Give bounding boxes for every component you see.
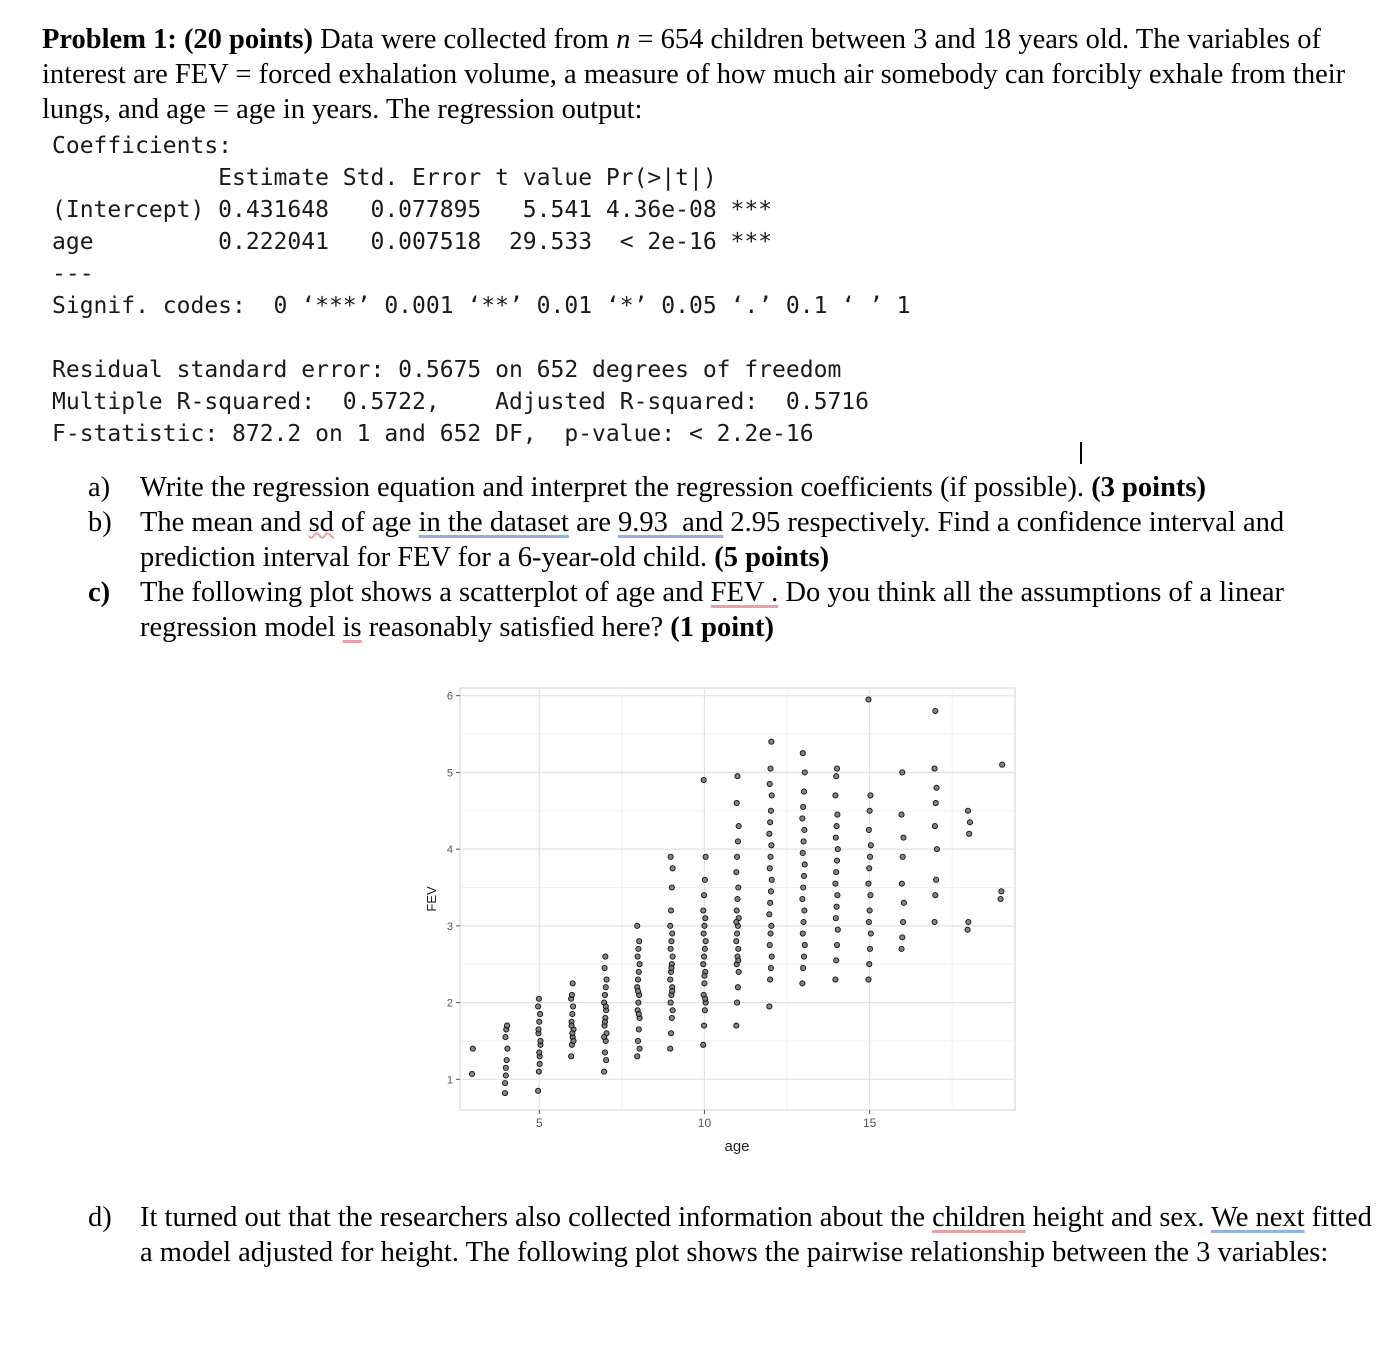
data-point bbox=[866, 977, 871, 982]
data-point bbox=[867, 854, 872, 859]
data-point bbox=[834, 766, 839, 771]
data-point bbox=[900, 854, 905, 859]
question-d-we-next: We next bbox=[1211, 1202, 1305, 1233]
data-point bbox=[701, 931, 706, 936]
coef-separator: --- bbox=[52, 261, 94, 287]
data-point bbox=[834, 870, 839, 875]
data-point bbox=[833, 793, 838, 798]
data-point bbox=[867, 808, 872, 813]
data-point bbox=[767, 912, 772, 917]
x-axis-label: age bbox=[724, 1138, 750, 1155]
data-point bbox=[537, 1011, 542, 1016]
question-d-text-1: It turned out that the researchers also collected information about the bbox=[140, 1202, 926, 1233]
data-point bbox=[668, 854, 673, 859]
data-point bbox=[801, 885, 806, 890]
data-point bbox=[503, 1035, 508, 1040]
data-point bbox=[834, 858, 839, 863]
data-point bbox=[670, 866, 675, 871]
data-point bbox=[670, 1008, 675, 1013]
data-point bbox=[801, 965, 806, 970]
data-point bbox=[735, 1000, 740, 1005]
data-point bbox=[933, 708, 938, 713]
data-point bbox=[703, 916, 708, 921]
n-symbol: n bbox=[616, 24, 631, 55]
data-point bbox=[768, 977, 773, 982]
age-fev-scatterplot bbox=[418, 680, 1038, 1160]
regression-coefficients bbox=[52, 130, 911, 322]
data-point bbox=[802, 770, 807, 775]
y-tick-label: 5 bbox=[446, 767, 453, 780]
data-point bbox=[504, 1023, 509, 1028]
question-c bbox=[88, 575, 1378, 645]
data-point bbox=[801, 804, 806, 809]
question-b-sd: sd bbox=[308, 507, 334, 538]
data-point bbox=[835, 927, 840, 932]
data-point bbox=[602, 1050, 607, 1055]
data-point bbox=[868, 931, 873, 936]
question-d-letter: d) bbox=[88, 1202, 112, 1233]
data-point bbox=[800, 751, 805, 756]
data-point bbox=[932, 824, 937, 829]
data-point bbox=[800, 816, 805, 821]
data-point bbox=[933, 893, 938, 898]
data-point bbox=[802, 827, 807, 832]
data-point bbox=[967, 831, 972, 836]
data-point bbox=[635, 977, 640, 982]
data-point bbox=[932, 766, 937, 771]
data-point bbox=[967, 820, 972, 825]
question-a-letter: a) bbox=[88, 472, 111, 503]
data-point bbox=[768, 965, 773, 970]
data-point bbox=[734, 800, 739, 805]
data-point bbox=[768, 900, 773, 905]
data-point bbox=[767, 781, 772, 786]
data-point bbox=[603, 1004, 608, 1009]
data-point bbox=[801, 839, 806, 844]
data-point bbox=[637, 1046, 642, 1051]
data-point bbox=[636, 946, 641, 951]
question-b-mean: 9.93 and bbox=[618, 507, 724, 538]
f-statistic: F-statistic: 872.2 on 1 and 652 DF, p-value: < 2.2e-16 bbox=[52, 421, 814, 447]
y-tick-label: 2 bbox=[446, 997, 453, 1010]
question-a-points: (3 points) bbox=[1091, 472, 1206, 503]
text-cursor bbox=[1080, 442, 1082, 464]
data-point bbox=[505, 1046, 510, 1051]
coef-column-header: Estimate Std. Error t value Pr(>|t|) bbox=[52, 165, 717, 191]
coef-row-intercept: (Intercept) 0.431648 0.077895 5.541 4.36e-08 *** bbox=[52, 197, 773, 223]
coef-header: Coefficients: bbox=[52, 133, 233, 159]
data-point bbox=[701, 1042, 706, 1047]
data-point bbox=[801, 919, 806, 924]
question-b-in-dataset: in the dataset bbox=[418, 507, 569, 538]
data-point bbox=[767, 866, 772, 871]
data-point bbox=[866, 697, 871, 702]
data-point bbox=[934, 877, 939, 882]
data-point bbox=[736, 885, 741, 890]
data-point bbox=[769, 954, 774, 959]
data-point bbox=[535, 1004, 540, 1009]
data-point bbox=[603, 954, 608, 959]
data-point bbox=[571, 1004, 576, 1009]
data-point bbox=[703, 939, 708, 944]
data-point bbox=[504, 1058, 509, 1063]
question-c-fev: FEV . bbox=[710, 577, 779, 608]
question-a bbox=[88, 470, 1378, 505]
data-point bbox=[702, 1008, 707, 1013]
data-point bbox=[537, 1019, 542, 1024]
data-point bbox=[503, 1065, 508, 1070]
data-point bbox=[801, 789, 806, 794]
data-point bbox=[769, 793, 774, 798]
question-c-text-1: The following plot shows a scatterplot of age and bbox=[140, 577, 704, 608]
data-point bbox=[735, 985, 740, 990]
y-tick-label: 3 bbox=[446, 920, 453, 933]
data-point bbox=[998, 896, 1003, 901]
question-d-children: children bbox=[932, 1202, 1026, 1233]
data-point bbox=[637, 962, 642, 967]
data-point bbox=[502, 1081, 507, 1086]
y-tick-label: 1 bbox=[446, 1074, 453, 1087]
data-point bbox=[801, 873, 806, 878]
data-point bbox=[735, 839, 740, 844]
data-point bbox=[801, 954, 806, 959]
data-point bbox=[569, 992, 574, 997]
data-point bbox=[834, 774, 839, 779]
intro-part-1: Data were collected from bbox=[320, 24, 609, 55]
data-point bbox=[703, 996, 708, 1001]
question-c-text-3: reasonably satisfied here? bbox=[368, 612, 664, 643]
y-tick-label: 4 bbox=[446, 844, 453, 857]
data-point bbox=[603, 985, 608, 990]
data-point bbox=[802, 908, 807, 913]
data-point bbox=[735, 774, 740, 779]
coef-row-age: age 0.222041 0.007518 29.533 < 2e-16 *** bbox=[52, 229, 773, 255]
data-point bbox=[768, 931, 773, 936]
data-point bbox=[833, 881, 838, 886]
data-point bbox=[835, 812, 840, 817]
data-point bbox=[535, 1088, 540, 1093]
data-point bbox=[636, 1011, 641, 1016]
question-d bbox=[88, 1200, 1378, 1270]
data-point bbox=[899, 812, 904, 817]
question-c-letter: c) bbox=[88, 577, 111, 608]
question-c-points: (1 point) bbox=[670, 612, 774, 643]
data-point bbox=[670, 954, 675, 959]
data-point bbox=[669, 885, 674, 890]
data-point bbox=[934, 847, 939, 852]
data-point bbox=[602, 1035, 607, 1040]
data-point bbox=[470, 1046, 475, 1051]
data-point bbox=[637, 939, 642, 944]
question-d-block bbox=[88, 1200, 1378, 1270]
data-point bbox=[636, 1027, 641, 1032]
x-axis-ticks bbox=[536, 1110, 877, 1130]
data-point bbox=[635, 923, 640, 928]
data-point bbox=[469, 1071, 474, 1076]
y-axis-label: FEV bbox=[424, 886, 439, 912]
data-point bbox=[604, 977, 609, 982]
y-axis-ticks bbox=[447, 691, 460, 1087]
x-tick-label: 5 bbox=[535, 1116, 543, 1130]
data-point bbox=[769, 843, 774, 848]
data-point bbox=[569, 1023, 574, 1028]
data-point bbox=[835, 893, 840, 898]
data-point bbox=[702, 981, 707, 986]
residual-std-error: Residual standard error: 0.5675 on 652 degrees of freedom bbox=[52, 357, 842, 383]
data-point bbox=[570, 1031, 575, 1036]
data-point bbox=[701, 954, 706, 959]
data-point bbox=[834, 942, 839, 947]
data-point bbox=[735, 896, 740, 901]
data-point bbox=[802, 862, 807, 867]
data-point bbox=[668, 923, 673, 928]
data-point bbox=[867, 962, 872, 967]
data-point bbox=[966, 919, 971, 924]
data-point bbox=[1000, 762, 1005, 767]
data-point bbox=[768, 889, 773, 894]
data-point bbox=[502, 1091, 507, 1096]
data-point bbox=[669, 1015, 674, 1020]
data-point bbox=[965, 927, 970, 932]
data-point bbox=[800, 981, 805, 986]
problem-title: Problem 1: (20 points) bbox=[42, 24, 314, 55]
data-point bbox=[834, 824, 839, 829]
data-point bbox=[571, 1038, 576, 1043]
question-d-text-2: height and sex. bbox=[1032, 1202, 1205, 1233]
data-point bbox=[702, 923, 707, 928]
question-b-text-2: of age bbox=[341, 507, 412, 538]
question-c-text-2: Do you think all the assumptions of a linear regression model bbox=[140, 577, 1285, 643]
data-point bbox=[536, 1027, 541, 1032]
data-point bbox=[768, 820, 773, 825]
problem-intro bbox=[42, 22, 1362, 127]
data-point bbox=[867, 946, 872, 951]
data-point bbox=[800, 896, 805, 901]
data-point bbox=[734, 919, 739, 924]
regression-summary bbox=[52, 354, 869, 450]
data-point bbox=[833, 977, 838, 982]
data-point bbox=[899, 881, 904, 886]
data-point bbox=[602, 965, 607, 970]
data-point bbox=[834, 904, 839, 909]
data-point bbox=[769, 877, 774, 882]
question-b bbox=[88, 505, 1378, 575]
question-c-is: is bbox=[342, 612, 362, 643]
data-point bbox=[701, 908, 706, 913]
data-point bbox=[835, 847, 840, 852]
data-point bbox=[701, 893, 706, 898]
data-point bbox=[868, 793, 873, 798]
data-point bbox=[703, 854, 708, 859]
data-point bbox=[735, 854, 740, 859]
x-tick-label: 15 bbox=[862, 1116, 877, 1130]
data-point bbox=[669, 965, 674, 970]
data-point bbox=[701, 777, 706, 782]
data-point bbox=[767, 831, 772, 836]
data-point bbox=[702, 946, 707, 951]
data-point bbox=[800, 931, 805, 936]
question-d-text-3: fitted a model adjusted for height. The following plot shows the pairwise relationship between the 3 variables: bbox=[140, 1202, 1372, 1268]
data-point bbox=[538, 1038, 543, 1043]
data-point bbox=[636, 969, 641, 974]
data-point bbox=[901, 900, 906, 905]
data-point bbox=[769, 923, 774, 928]
data-point bbox=[735, 931, 740, 936]
data-point bbox=[932, 919, 937, 924]
data-point bbox=[734, 1023, 739, 1028]
question-b-text-4: 2.95 respectively. Find a confidence interval and prediction interval for FEV for a 6-year-old child. bbox=[140, 507, 1285, 573]
data-point bbox=[833, 835, 838, 840]
data-point bbox=[866, 919, 871, 924]
data-point bbox=[569, 1054, 574, 1059]
data-point bbox=[701, 1023, 706, 1028]
intro-part-2: = 654 children between 3 and 18 years old. The variables of interest are FEV = forced exhalation volume, a measure of how much air somebody can forcibly exhale from their lungs, and age = age in years. The regression output: bbox=[42, 24, 1346, 125]
data-point bbox=[635, 1038, 640, 1043]
data-point bbox=[604, 1058, 609, 1063]
data-point bbox=[999, 889, 1004, 894]
question-b-text-1: The mean and bbox=[140, 507, 302, 538]
r-squared: Multiple R-squared: 0.5722, Adjusted R-squared: 0.5716 bbox=[52, 389, 869, 415]
x-tick-label: 10 bbox=[697, 1116, 712, 1130]
data-point bbox=[736, 824, 741, 829]
data-point bbox=[537, 1050, 542, 1055]
data-point bbox=[602, 1069, 607, 1074]
data-point bbox=[866, 881, 871, 886]
data-point bbox=[900, 935, 905, 940]
data-point bbox=[866, 827, 871, 832]
data-point bbox=[734, 870, 739, 875]
data-point bbox=[570, 981, 575, 986]
data-point bbox=[668, 1031, 673, 1036]
data-point bbox=[602, 1019, 607, 1024]
data-point bbox=[833, 916, 838, 921]
data-point bbox=[635, 954, 640, 959]
data-point bbox=[900, 770, 905, 775]
data-point bbox=[800, 850, 805, 855]
data-point bbox=[670, 931, 675, 936]
data-point bbox=[933, 800, 938, 805]
question-a-text: Write the regression equation and interpret the regression coefficients (if possible). bbox=[140, 472, 1085, 503]
data-point bbox=[503, 1073, 508, 1078]
question-b-letter: b) bbox=[88, 507, 112, 538]
questions-list bbox=[88, 470, 1378, 645]
data-point bbox=[965, 808, 970, 813]
data-point bbox=[734, 908, 739, 913]
data-point bbox=[537, 1061, 542, 1066]
data-point bbox=[635, 1054, 640, 1059]
data-point bbox=[536, 1069, 541, 1074]
data-point bbox=[702, 877, 707, 882]
data-point bbox=[736, 969, 741, 974]
data-point bbox=[570, 1011, 575, 1016]
data-point bbox=[834, 958, 839, 963]
question-b-text-3: are bbox=[576, 507, 611, 538]
data-point bbox=[668, 908, 673, 913]
data-point bbox=[867, 908, 872, 913]
data-point bbox=[668, 977, 673, 982]
data-point bbox=[767, 942, 772, 947]
data-point bbox=[635, 988, 640, 993]
data-point bbox=[868, 843, 873, 848]
signif-codes: Signif. codes: 0 ‘***’ 0.001 ‘**’ 0.01 ‘*’ 0.05 ‘.’ 0.1 ‘ ’ 1 bbox=[52, 293, 911, 319]
data-point bbox=[768, 766, 773, 771]
data-point bbox=[899, 946, 904, 951]
data-point bbox=[602, 992, 607, 997]
data-point bbox=[636, 1000, 641, 1005]
data-point bbox=[669, 939, 674, 944]
data-point bbox=[536, 996, 541, 1001]
data-point bbox=[900, 919, 905, 924]
data-point bbox=[701, 962, 706, 967]
data-point bbox=[668, 1000, 673, 1005]
data-point bbox=[668, 946, 673, 951]
data-point bbox=[734, 939, 739, 944]
data-point bbox=[802, 942, 807, 947]
data-point bbox=[668, 1046, 673, 1051]
data-point bbox=[736, 958, 741, 963]
data-point bbox=[867, 866, 872, 871]
data-point bbox=[670, 988, 675, 993]
y-tick-label: 6 bbox=[446, 690, 453, 703]
data-point bbox=[736, 946, 741, 951]
data-point bbox=[934, 785, 939, 790]
data-point bbox=[901, 835, 906, 840]
data-point bbox=[768, 808, 773, 813]
data-point bbox=[702, 973, 707, 978]
data-point bbox=[767, 1004, 772, 1009]
data-point bbox=[769, 739, 774, 744]
question-b-points: (5 points) bbox=[714, 542, 830, 573]
data-point bbox=[768, 854, 773, 859]
data-point bbox=[868, 893, 873, 898]
